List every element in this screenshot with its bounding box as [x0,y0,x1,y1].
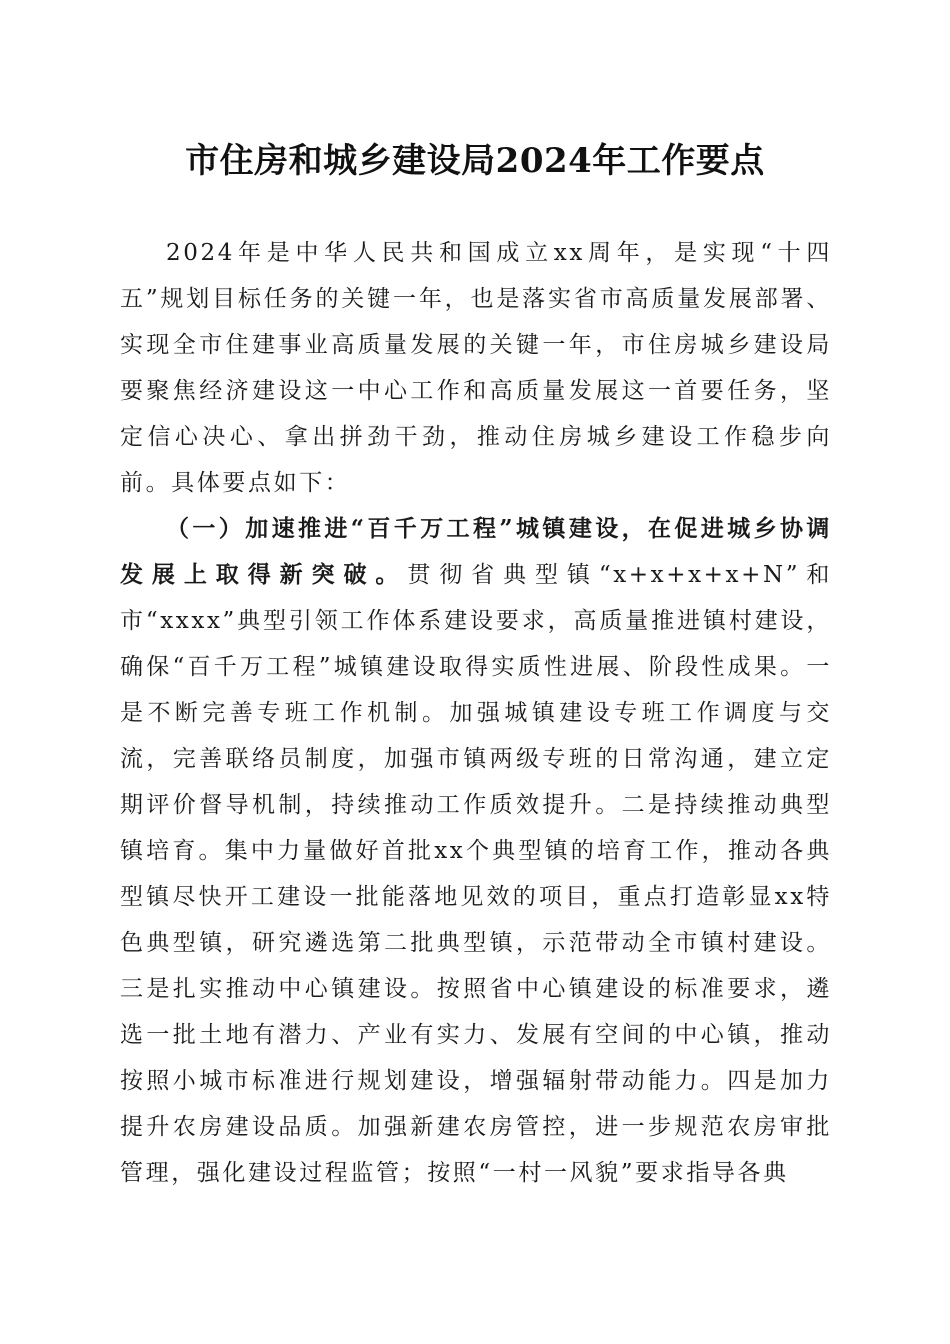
section-1-heading: （一）加速推进“百千万工程”城镇建设，在促进城乡协调发展上取得新突破。 [120,515,832,588]
document-title: 市住房和城乡建设局2024年工作要点 [185,141,765,181]
intro-paragraph: 2024年是中华人民共和国成立xx周年，是实现“十四五”规划目标任务的关键一年，也是落实省市高质量发展部署、实现全市住建事业高质量发展的关键一年，市住房城乡建设局要聚焦经济建设这一中心工作和高质量发展这一首要任务，坚定信心决心、拿出拼劲干劲，推动住房城乡建设工作稳步向前。具体要点如下： [120,240,832,496]
section-1-body: 贯彻省典型镇“x+x+x+x+N”和市“xxxx”典型引领工作体系建设要求，高质量推进镇村建设，确保“百千万工程”城镇建设取得实质性进展、阶段性成果。一是不断完善专班工作机制。加强城镇建设专班工作调度与交流，完善联络员制度，加强市镇两级专班的日常沟通，建立定期评价督导机制，持续推动工作质效提升。二是持续推动典型镇培育。集中力量做好首批xx个典型镇的培育工作，推动各典型镇尽快开工建设一批能落地见效的项目，重点打造彰显xx特色典型镇，研究遴选第二批典型镇，示范带动全市镇村建设。三是扎实推动中心镇建设。按照省中心镇建设的标准要求，遴选一批土地有潜力、产业有实力、发展有空间的中心镇，推动按照小城市标准进行规划建设，增强辐射带动能力。四是加力提升农房建设品质。加强新建农房管控，进一步规范农房审批管理，强化建设过程监管；按照“一村一风貌”要求指导各典 [120,562,832,1186]
section-1-paragraph [120,506,832,1196]
document-body [120,230,832,1196]
